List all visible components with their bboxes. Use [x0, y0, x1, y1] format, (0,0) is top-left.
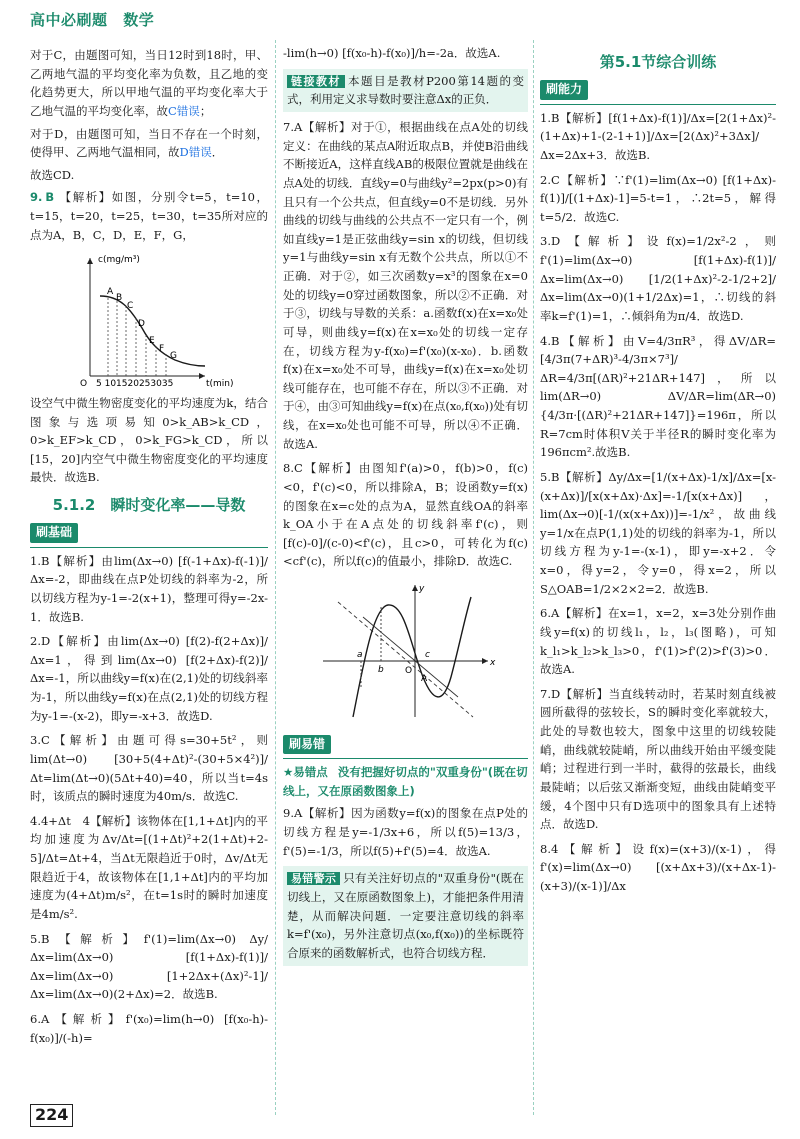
graph-ylabel: c(mg/m³): [98, 255, 140, 266]
highlight-c-wrong: C错误: [168, 103, 200, 118]
solution-3: 3.C【解析】由题可得s=30+5t²，则lim(Δt→0) [30+5(4+Δt)²-(30+5×4²)]/Δt=lim(Δt→0)(5Δt+40)=40，所以当t=4s时，该质点的瞬时速度为40m/s．故选C.: [30, 733, 268, 804]
review-solution-2: 2.C【解析】∵f'(1)=lim(Δx→0) [f(1+Δx)-f(1)]/[(1+Δx)-1]=5-t=1，∴2t=5，解得t=5/2．故选C.: [540, 172, 776, 224]
point-c-label: C: [127, 301, 134, 312]
q9-solution: 9. B 【解析】如图，分别令t=5，t=10，t=15，t=20，t=25，t=30，t=35所对应的点为A，B，C，D，E，F，G，: [30, 190, 268, 242]
column-divider: [275, 40, 276, 1115]
point-c-x: c: [425, 650, 430, 661]
column-divider: [533, 40, 534, 1115]
column-right: [540, 44, 776, 1104]
textbook-link-label: 链接教材: [287, 75, 345, 88]
solution-1: 1.B【解析】由lim(Δx→0) [f(-1+Δx)-f(-1)]/Δx=-2，即曲线在点P处切线的斜率为-2，所以切线方程为y-1=-2(x+1)，整理可得y=-2x-1．故选B.: [30, 553, 268, 624]
solution-8: 8.C【解析】由图知f'(a)>0，f(b)>0，f(c)<0，f'(c)<0，所以排除A，B；设函数y=f(x)的图象在x=c处的点为A，显然直线OA的斜率k_OA小于在A点处的切线斜率f'(c)，则[f(c)-0]/(c-0)<f'(c)，且c>0，可转化为f(c)<cf'(c)，所以f(c)的值最小，排除D．故选C.: [283, 461, 528, 569]
point-a-label: A: [421, 674, 428, 685]
solution-9: 9.A【解析】因为函数y=f(x)的图象在点P处的切线方程是y=-1/3x+6，所以f(5)=13/3，f'(5)=-1/3，所以f(5)+f'(5)=4．故选A.: [283, 806, 528, 858]
axis-y-label: y: [419, 584, 425, 595]
point-f-label: F: [159, 344, 165, 355]
book-title: 高中必刷题: [30, 11, 108, 29]
error-point-label: ★易错点: [283, 765, 328, 780]
graph-xlabel: t(min): [206, 379, 234, 389]
solution-7: 7.A【解析】对于①，根据曲线在点A处的切线定义：在曲线的某点A附近取点B，并使B沿曲线不断接近A，这样直线AB的极限位置就是曲线在点A处的切线．直线y=0与曲线y²=2px(p>0)有且只有一个公共点，但直线y=0不是切线．另外曲线的切线与曲线的公共点不一定只有一个，例如直线y=1是正弦曲线y=sin x的切线，但切线y=1与曲线y=sin x有无数个公共点，所以①不正确．对于②，如三次函数y=x³的图象在x=0处的切线y=0穿过函数图象，所以②不正确．对于③，切线与导数的关系：a.函数f(x)在x=x₀处可导，则曲线y=f(x)在x=x₀处的切线一定存在，切线方程为y-f(x₀)=f'(x₀)(x-x₀)．b.函数f(x)在x=x₀处不可导，曲线y=f(x)在x=x₀处切线可能存在，也可能不存在，所以③不正确．对于④，由③可知曲线y=f(x)在点(x₀,f(x₀))处有切线，在x=x₀处也可能不可导，所以④不正确．故选A.: [283, 120, 528, 451]
error-point: [283, 763, 528, 800]
textbook-link-text: 本题目是教材P200第14题的变式，利用定义求导数时要注意Δx的正负．: [287, 73, 524, 107]
density-curve: [100, 296, 205, 366]
highlight-d-wrong: D错误: [179, 145, 212, 160]
point-e-label: E: [149, 336, 155, 347]
point-b-label: B: [116, 293, 123, 304]
answer-d-paragraph: 对于D，由题图可知，当日不存在一个时刻，使得甲、乙两地气温相同，故D错误．: [30, 126, 268, 160]
section-title-5-1: 第5.1节综合训练: [599, 53, 717, 71]
graph-origin: O: [80, 379, 88, 389]
answer-c-paragraph: 对于C，由题图可知，当日12时到18时，甲、乙两地气温的平均变化率为负数，且乙地的变化趋势更大，所以甲地气温的平均变化率大于乙地气温的平均变化率，故C错误；: [30, 48, 268, 118]
review-solution-5: 5.B【解析】Δy/Δx=[1/(x+Δx)-1/x]/Δx=[x-(x+Δx)]/[x(x+Δx)·Δx]=-1/[x(x+Δx)]，lim(Δx→0)[-1/(x(x+Δx))]=-1/x²，故曲线y=1/x在点P(1,1)处的切线的斜率为-1，所以切线方程为y-1=-(x-1)，即y=-x+2．令x=0，得y=2，令y=0，得x=2，所以S△OAB=1/2×2×2=2．故选B.: [540, 469, 776, 596]
page-header: [30, 8, 154, 32]
review-solution-6: 6.A【解析】在x=1，x=2，x=3处分别作曲线y=f(x)的切线l₁，l₂，l₃(图略)，可知k_l₁>k_l₂>k_l₃>0，f'(1)>f'(2)>f'(3)>0．故选A.: [540, 606, 776, 677]
point-a-label: A: [107, 287, 114, 298]
warning-label: 易错警示: [287, 872, 340, 885]
solution-6-continued: -lim(h→0) [f(x₀-h)-f(x₀)]/h=-2a．故选A.: [283, 46, 501, 60]
column-left: [30, 46, 268, 1106]
review-solution-8: 8.4【解析】设f(x)=(x+3)/(x-1)，得f'(x)=lim(Δx→0) [(x+Δx+3)/(x+Δx-1)-(x+3)/(x-1)]/Δx: [540, 841, 776, 894]
solution-6: 6.A【解析】f'(x₀)=lim(h→0) [f(x₀-h)-f(x₀)]/(-h)=: [30, 1012, 268, 1045]
category-basic: 刷基础: [30, 523, 78, 542]
q9-conclusion: 设空气中微生物密度变化的平均速度为k，结合图象与选项易知0>k_AB>k_CD，0>k_EF>k_CD，0>k_FG>k_CD，所以[15，20]内空气中微生物密度变化的平均速度最快．故选B.: [30, 395, 268, 485]
function-curve: [353, 597, 471, 717]
section-title-5-1-2: 5.1.2 瞬时变化率——导数: [52, 496, 246, 514]
solution-4: 4.4+Δt 4【解析】该物体在[1,1+Δt]内的平均加速度为Δv/Δt=[(1+Δt)²+2(1+Δt)+2-5]/Δt=Δt+4，当Δt无限趋近于0时，Δv/Δt无限趋近于4，故该物体在[1,1+Δt]内的平均加速度为(4+Δt)m/s²，在t=1s时的瞬时加速度是4m/s².: [30, 813, 268, 921]
solution-2: 2.D【解析】由lim(Δx→0) [f(2)-f(2+Δx)]/Δx=1，得到lim(Δx→0) [f(2+Δx)-f(2)]/Δx=-1，所以曲线y=f(x)在(2,1)处的切线斜率为-1，所以曲线y=f(x)在点(2,1)处的切线方程为y-1=-(x-2)，即y=-x+3．故选D.: [30, 634, 268, 723]
point-g-label: G: [170, 351, 177, 362]
review-solution-1: 1.B【解析】[f(1+Δx)-f(1)]/Δx=[2(1+Δx)²-(1+Δx)+1-(2-1+1)]/Δx=[2(Δx)²+3Δx]/Δx=2Δx+3．故选B.: [540, 110, 776, 162]
textbook-link-note: [283, 69, 528, 112]
solution-5: 5.B【解析】f'(1)=lim(Δx→0) Δy/Δx=lim(Δx→0) [f(1+Δx)-f(1)]/Δx=lim(Δx→0) [1+2Δx+(Δx)²-1]/Δx=lim(Δx→0)(2+Δx)=2．故选B.: [30, 931, 268, 1002]
page-number: 224: [30, 1104, 73, 1127]
category-mistakes: 刷易错: [283, 735, 331, 754]
function-graph: [283, 577, 528, 727]
density-graph: [30, 248, 268, 388]
column-middle: [283, 44, 528, 1104]
graph-ticks: 5 101520253035: [96, 379, 174, 389]
point-a-x: a: [357, 650, 363, 661]
category-ability: 刷能力: [540, 80, 588, 99]
subject-title: 数学: [123, 11, 155, 29]
point-d-label: D: [138, 319, 145, 330]
point-b-x: b: [378, 665, 384, 676]
warning-note: [283, 866, 528, 965]
origin-label: O: [405, 666, 413, 677]
axis-x-label: x: [490, 658, 496, 669]
error-point-text: 没有把握好切点的"双重身份"(既在切线上，又在原函数图象上): [283, 765, 528, 798]
review-solution-7: 7.D【解析】当直线转动时，若某时刻直线被圆所截得的弦较长，S的瞬时变化率就较大，此处的导数也较大，图象中这里的切线较陡峭，曲线就较陡峭，所以曲线开始由平缓变陡峭；过程进行到一半时，截得的弦最长，曲线最陡峭；以后弦又渐渐变短，曲线由陡峭变平缓，4个图中只有D选项中的图象具有上述特点．故选D.: [540, 686, 776, 832]
warning-text: 只有关注好切点的"双重身份"(既在切线上，又在原函数图象上)，才能把条件用清楚，从而解决问题．一定要注意切线的斜率k=f'(x₀)，另外注意切点(x₀,f(x₀))的坐标既符合原来的函数解析式，也符合切线方程．: [287, 871, 524, 960]
review-solution-3: 3.D【解析】设f(x)=1/2x²-2，则f'(1)=lim(Δx→0) [f(1+Δx)-f(1)]/Δx=lim(Δx→0) [1/2(1+Δx)²-2-1/2+2]/Δx=lim(Δx→0)(1+1/2Δx)=1，∴切线的斜率k=f'(1)=1，∴倾斜角为π/4．故选D.: [540, 234, 776, 323]
review-solution-4: 4.B【解析】由V=4/3πR³，得ΔV/ΔR=[4/3π(7+ΔR)³-4/3π×7³]/ΔR=4/3π[(ΔR)²+21ΔR+147]，所以lim(ΔR→0) ΔV/ΔR=lim(ΔR→0){4/3π·[(ΔR)²+21ΔR+147]}=196π，所以R=7cm时体积V关于半径R的瞬时变化率为196πcm².故选B.: [540, 333, 776, 460]
choice-statement: 故选CD.: [30, 167, 75, 182]
secant-line-oa: [363, 617, 458, 697]
